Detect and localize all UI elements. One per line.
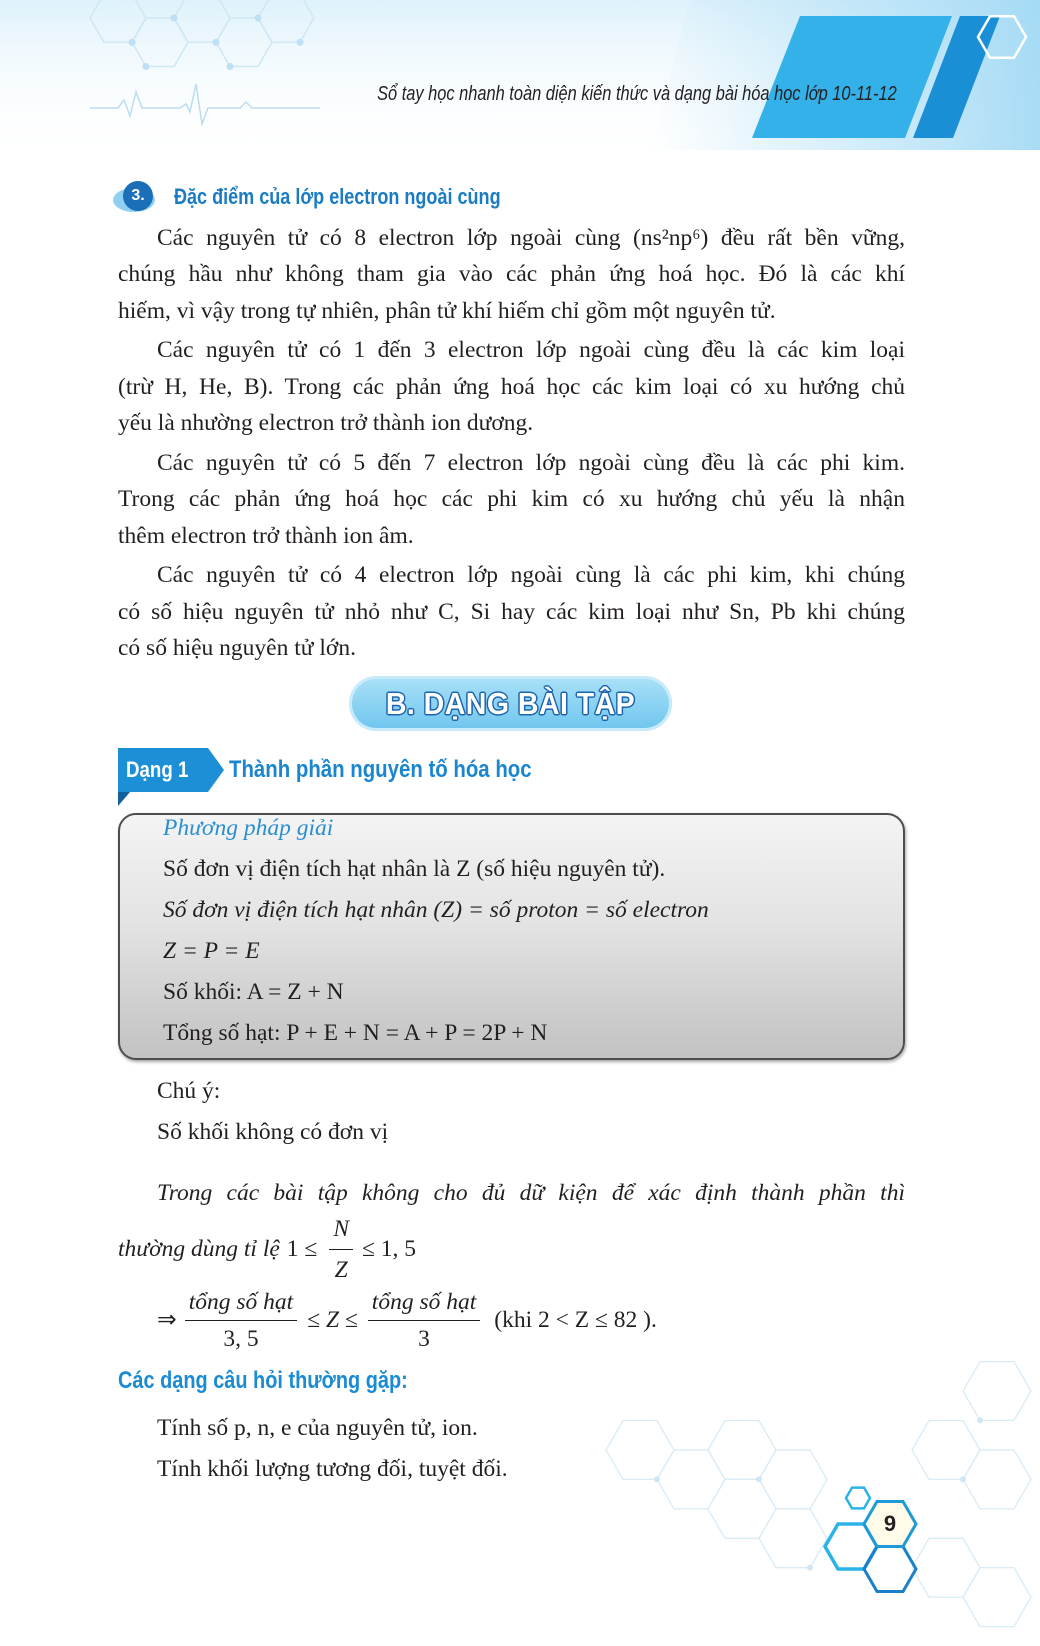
z-bound-formula	[157, 1282, 657, 1358]
hexagon-icon	[963, 1362, 1031, 1421]
method-content	[163, 808, 709, 1054]
type-title: Thành phần nguyên tố hóa học	[229, 756, 532, 783]
method-heading: Phương pháp giải	[163, 815, 334, 841]
hexagon-icon	[963, 1450, 1031, 1509]
section-banner	[349, 676, 672, 731]
note	[157, 1071, 388, 1153]
tag-fold	[118, 792, 130, 806]
text-line: hiếm, vì vậy trong tự nhiên, phân tử khí hiếm chỉ gồm một nguyên tử.	[118, 297, 776, 324]
hexagon-icon	[912, 1538, 980, 1597]
fraction-numerator: N	[329, 1209, 353, 1250]
text-line: Trong các bài tập không cho đủ dữ kiện để xác định thành phần thì	[157, 1180, 905, 1206]
hexagon-icon	[708, 1421, 776, 1480]
fraction-numerator: tổng số hạt	[185, 1284, 297, 1321]
text-line: có số hiệu nguyên tử nhỏ như C, Si hay các kim loại như Sn, Pb khi chúng	[118, 598, 905, 625]
hexagon-icon	[963, 1568, 1031, 1627]
section-number-badge: 3.	[123, 181, 153, 211]
section-banner-label: B. DẠNG BÀI TẬP	[385, 685, 636, 721]
method-line: Số đơn vị điện tích hạt nhân là Z (số hiệu nguyên tử).	[163, 856, 666, 882]
hexagon-icon	[759, 1450, 827, 1509]
method-line: Số đơn vị điện tích hạt nhân (Z) = số proton = số electron	[163, 897, 709, 923]
hexagon-icon	[759, 1509, 827, 1568]
method-line: Z = P = E	[163, 938, 260, 964]
fraction-denominator: 3, 5	[223, 1325, 259, 1352]
text-line: Các nguyên tử có 4 electron lớp ngoài cùng là các phi kim, khi chúng	[157, 562, 905, 589]
page-number: 9	[883, 1511, 897, 1536]
section-body	[118, 220, 905, 670]
text-line: có số hiệu nguyên tử lớn.	[118, 635, 356, 662]
lower-bound-fraction	[185, 1284, 297, 1357]
dot	[143, 63, 150, 70]
ratio-lower: 1 ≤	[286, 1236, 318, 1262]
note-text: Số khối không có đơn vị	[157, 1119, 389, 1145]
ratio-lead: thường dùng tỉ lệ	[118, 1236, 280, 1262]
common-questions-list	[157, 1408, 508, 1490]
text-line: Trong các phản ứng hoá học các phi kim có xu hướng chủ yếu là nhận	[118, 486, 905, 513]
common-questions-title: Các dạng câu hỏi thường gặp:	[118, 1367, 408, 1394]
dot	[756, 1476, 762, 1482]
hexagon-icon	[846, 1488, 870, 1509]
text-line: thêm electron trở thành ion âm.	[118, 522, 414, 549]
paragraph	[118, 557, 905, 666]
list-item: Tính số p, n, e của nguyên tử, ion.	[157, 1415, 478, 1441]
z-condition: (khi 2 < Z ≤ 82 ).	[494, 1307, 657, 1333]
paragraph	[118, 332, 905, 441]
hexagon-network-bottom	[606, 1362, 1031, 1627]
dot	[255, 15, 262, 22]
text-line: Các nguyên tử có 1 đến 3 electron lớp ngoài cùng đều là các kim loại	[157, 337, 905, 364]
page-number-hexagons	[825, 1488, 916, 1592]
text-line: chúng hầu như không tham gia vào các phản ứng hoá học. Đó là các khí	[118, 261, 905, 288]
fraction-denominator: 3	[418, 1325, 430, 1352]
hexagon-icon	[657, 1450, 725, 1509]
fraction-denominator: Z	[334, 1256, 348, 1283]
method-line: Số khối: A = Z + N	[163, 979, 344, 1005]
dot	[977, 1417, 983, 1423]
section-title: Đặc điểm của lớp electron ngoài cùng	[174, 184, 501, 209]
running-header-title: Sổ tay học nhanh toàn diện kiến thức và dạng bài hóa học lớp 10-11-12	[377, 83, 897, 105]
dot	[960, 1476, 966, 1482]
z-inequality: ≤ Z ≤	[307, 1307, 358, 1333]
dot	[297, 39, 304, 46]
paragraph	[118, 220, 905, 329]
list-item: Tính khối lượng tương đối, tuyệt đối.	[157, 1456, 508, 1482]
hexagon-icon	[708, 1479, 776, 1538]
ratio-formula	[118, 1204, 416, 1294]
dot	[129, 39, 136, 46]
hexagon-icon	[912, 1421, 980, 1480]
fraction-n-over-z	[329, 1209, 353, 1290]
dot	[654, 1476, 660, 1482]
method-line: Tổng số hạt: P + E + N = A + P = 2P + N	[163, 1020, 548, 1046]
implies-symbol: ⇒	[157, 1307, 177, 1333]
note-label: Chú ý:	[157, 1078, 221, 1104]
type-tag-label: Dạng 1	[126, 757, 189, 782]
fraction-numerator: tổng số hạt	[368, 1284, 480, 1321]
dot	[213, 39, 220, 46]
text-line: yếu là nhường electron trở thành ion dương.	[118, 410, 534, 437]
text-line: Các nguyên tử có 5 đến 7 electron lớp ngoài cùng đều là các phi kim.	[157, 449, 905, 476]
hexagon-icon	[864, 1547, 916, 1592]
ratio-upper: ≤ 1, 5	[362, 1236, 417, 1262]
paragraph	[118, 445, 905, 554]
text-line: Các nguyên tử có 8 electron lớp ngoài cùng (ns²np⁶) đều rất bền vững,	[157, 225, 905, 251]
text-line: (trừ H, He, B). Trong các phản ứng hoá học các kim loại có xu hướng chủ	[118, 373, 905, 400]
hexagon-icon	[606, 1421, 674, 1480]
dot	[227, 63, 234, 70]
upper-bound-fraction	[368, 1284, 480, 1357]
dot	[171, 15, 178, 22]
method-box	[118, 813, 905, 1060]
dot	[807, 1565, 813, 1571]
